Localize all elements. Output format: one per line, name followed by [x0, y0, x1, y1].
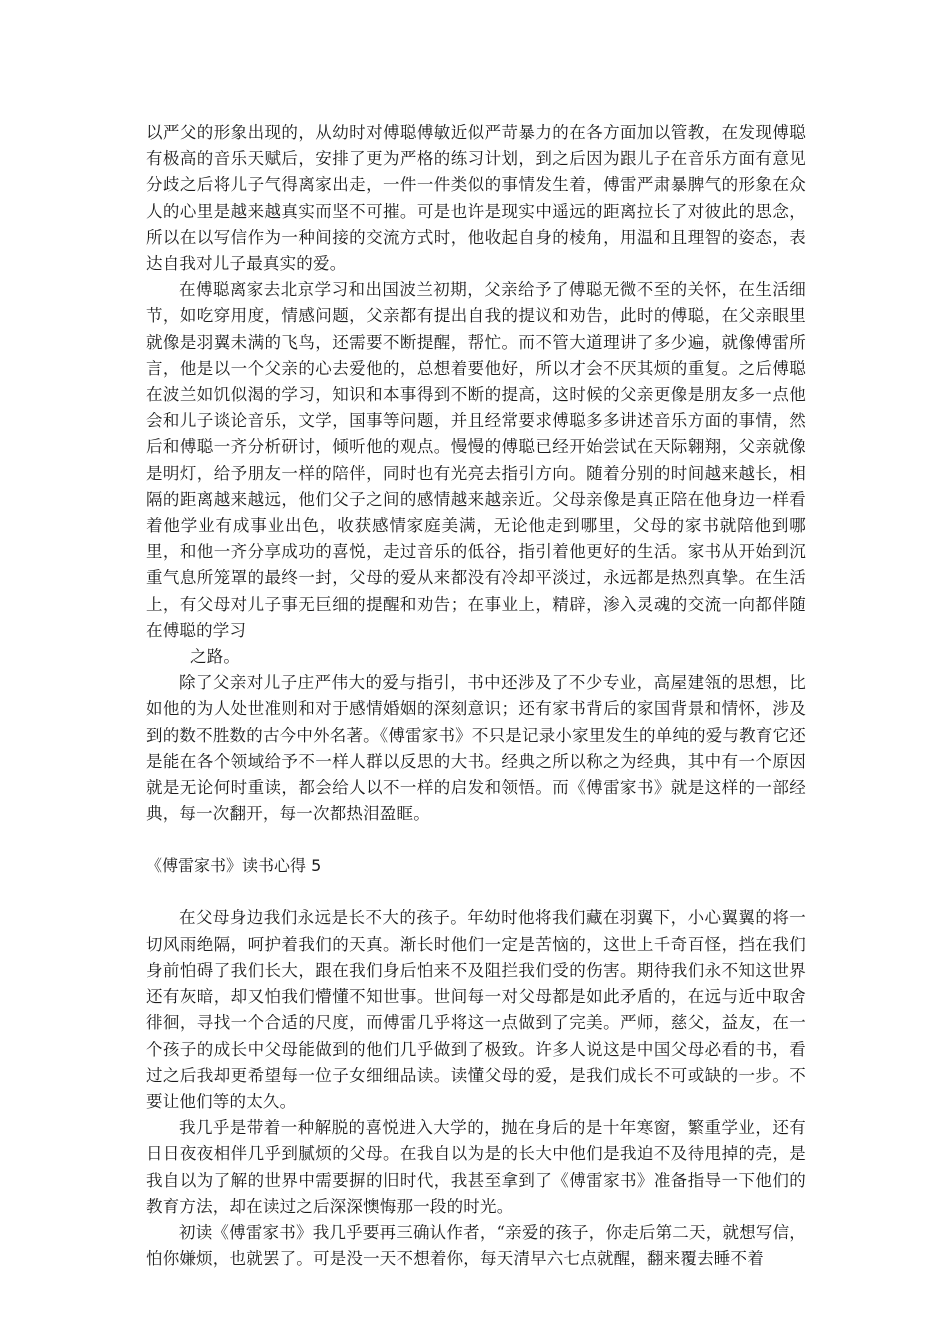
paragraph-2: 在傅聪离家去北京学习和出国波兰初期，父亲给予了傅聪无微不至的关怀，在生活细节，如吃穿用度，情感问题，父亲都有提出自我的提议和劝告，此时的傅聪，在父亲眼里就像是羽翼未满的飞鸟，还需要不断提醒，帮忙。而不管大道理讲了多少遍，就像傅雷所言，他是以一个父亲的心去爱他的，总想着要他好，所以才会不厌其烦的重复。之后傅聪在波兰如饥似渴的学习，知识和本事得到不断的提高，这时候的父亲更像是朋友多一点他会和儿子谈论音乐，文学，国事等问题，并且经常要求傅聪多多讲述音乐方面的事情，然后和傅聪一齐分析研讨，倾听他的观点。慢慢的傅聪已经开始尝试在天际翱翔，父亲就像是明灯，给予朋友一样的陪伴，同时也有光亮去指引方向。随着分别的时间越来越长，相隔的距离越来越远，他们父子之间的感情越来越亲近。父母亲像是真正陪在他身边一样看着他学业有成事业出色，收获感情家庭美满，无论他走到哪里，父母的家书就陪他到哪里，和他一齐分享成功的喜悦，走过音乐的低谷，指引着他更好的生活。家书从开始到沉重气息所笼罩的最终一封，父母的爱从来都没有冷却平淡过，永远都是热烈真挚。在生活上，有父母对儿子事无巨细的提醒和劝告；在事业上，精辟，渗入灵魂的交流一向都伴随在傅聪的学习: [146, 280, 806, 640]
paragraph-4: 在父母身边我们永远是长不大的孩子。年幼时他将我们藏在羽翼下，小心翼翼的将一切风雨绝隔，呵护着我们的天真。渐长时他们一定是苦恼的，这世上千奇百怪，挡在我们身前怕碍了我们长大，跟在我们身后怕来不及阻拦我们受的伤害。期待我们永不知这世界还有灰暗，却又怕我们懵懂不知世事。世间每一对父母都是如此矛盾的，在远与近中取舍徘徊，寻找一个合适的尺度，而傅雷几乎将这一点做到了完美。严师，慈父，益友，在一个孩子的成长中父母能做到的他们几乎做到了极致。许多人说这是中国父母必看的书，看过之后我却更希望每一位子女细细品读。读懂父母的爱，是我们成长不可或缺的一步。不要让他们等的太久。: [146, 908, 806, 1111]
document-page: [146, 120, 806, 1272]
paragraph-3: 除了父亲对儿子庄严伟大的爱与指引，书中还涉及了不少专业，高屋建瓴的思想，比如他的为人处世准则和对于感情婚姻的深刻意识；还有家书背后的家国背景和情怀，涉及到的数不胜数的古今中外名著。《傅雷家书》不只是记录小家里发生的单纯的爱与教育它还是能在各个领域给予不一样人群以反思的大书。经典之所以称之为经典，其中有一个原因就是无论何时重读，都会给人以不一样的启发和领悟。而《傅雷家书》就是这样的一部经典，每一次翻开，每一次都热泪盈眶。: [146, 673, 806, 824]
paragraph-5: 我几乎是带着一种解脱的喜悦进入大学的，抛在身后的是十年寒窗，繁重学业，还有日日夜夜相伴几乎到腻烦的父母。在我自以为是的长大中他们是我迫不及待甩掉的壳，是我自以为了解的世界中需要摒的旧时代，我甚至拿到了《傅雷家书》准备指导一下他们的教育方法，却在读过之后深深懊悔那一段的时光。: [146, 1118, 806, 1216]
paragraph-6: 初读《傅雷家书》我几乎要再三确认作者，“亲爱的孩子，你走后第二天，就想写信，怕你嫌烦，也就罢了。可是没一天不想着你，每天清早六七点就醒，翻来覆去睡不着: [146, 1222, 806, 1269]
paragraph-2-tail: 之路。: [190, 647, 241, 667]
section-title: 《傅雷家书》读书心得 5: [146, 856, 322, 876]
paragraph-1: 以严父的形象出现的，从幼时对傅聪傅敏近似严苛暴力的在各方面加以管教，在发现傅聪有极高的音乐天赋后，安排了更为严格的练习计划，到之后因为跟儿子在音乐方面有意见分歧之后将儿子气得离家出走，一件一件类似的事情发生着，傅雷严肃暴脾气的形象在众人的心里是越来越真实而坚不可摧。可是也许是现实中遥远的距离拉长了对彼此的思念，所以在以写信作为一种间接的交流方式时，他收起自身的棱角，用温和且理智的姿态，表达自我对儿子最真实的爱。: [146, 123, 806, 274]
